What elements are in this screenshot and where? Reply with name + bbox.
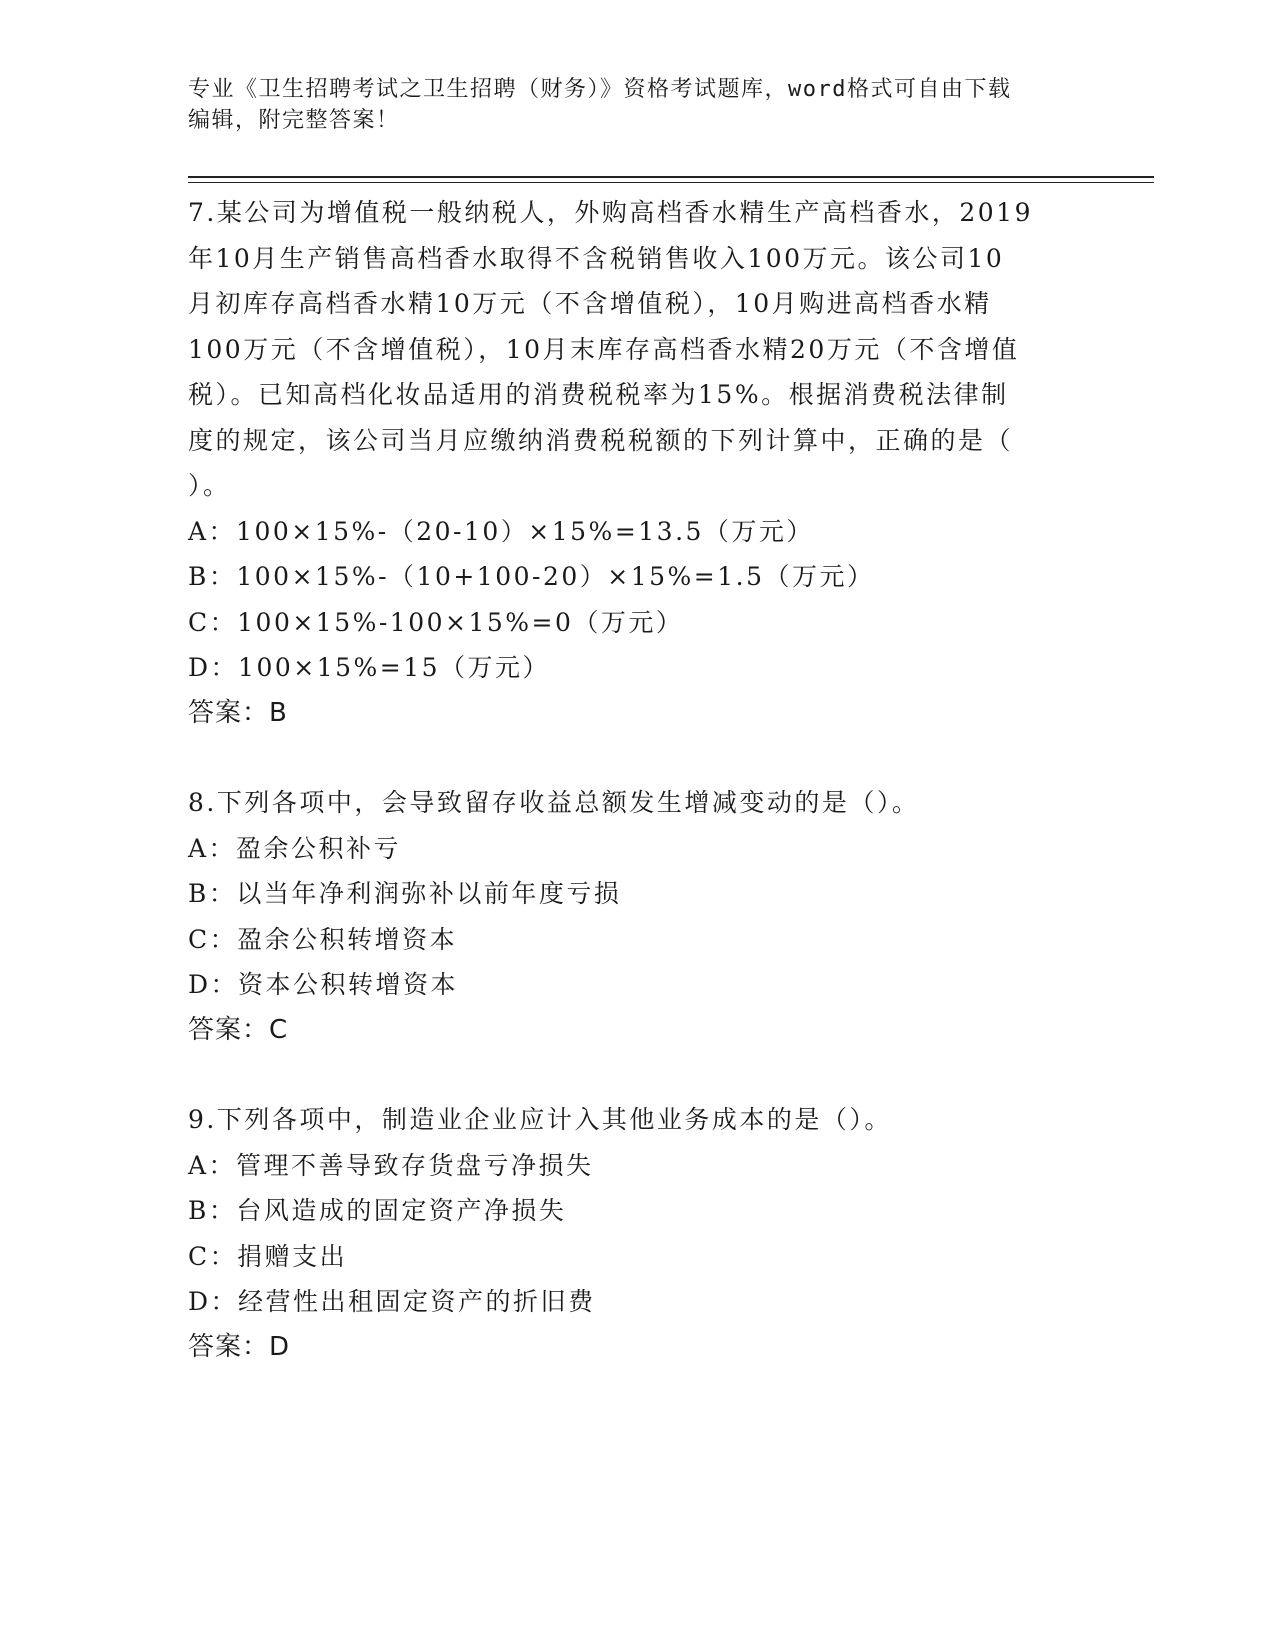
question-stem-line: 8.下列各项中，会导致留存收益总额发生增减变动的是（）。: [188, 788, 920, 817]
answer-line: 答案：B: [188, 697, 288, 728]
question-stem-line: 7.某公司为增值税一般纳税人，外购高档香水精生产高档香水，2019: [188, 198, 1033, 227]
option-a: A：管理不善导致存货盘亏净损失: [188, 1150, 594, 1180]
question-stem-line: 度的规定，该公司当月应缴纳消费税税额的下列计算中，正确的是（: [188, 425, 1014, 455]
question-stem-line: 月初库存高档香水精10万元（不含增值税），10月购进高档香水精: [188, 289, 992, 318]
question-stem-line: ）。: [188, 471, 231, 500]
option-d: D：资本公积转增资本: [188, 970, 459, 999]
question-7: [188, 190, 1088, 736]
header-divider-thin: [188, 182, 1154, 183]
option-d: D：100×15%=15（万元）: [188, 653, 551, 682]
option-c: C：盈余公积转增资本: [188, 924, 458, 954]
question-spacer: [188, 1053, 1088, 1097]
question-stem-line: 9.下列各项中，制造业企业应计入其他业务成本的是（）。: [188, 1105, 892, 1134]
question-list: [188, 190, 1088, 1370]
question-8: [188, 780, 1088, 1053]
option-b: B：100×15%-（10+100-20）×15%=1.5（万元）: [188, 562, 875, 591]
option-d: D：经营性出租固定资产的折旧费: [188, 1287, 596, 1316]
page-header: [188, 74, 1078, 136]
option-b: B：以当年净利润弥补以前年度亏损: [188, 879, 622, 908]
question-9: [188, 1097, 1088, 1370]
option-b: B：台风造成的固定资产净损失: [188, 1196, 567, 1225]
question-stem-line: 税）。已知高档化妆品适用的消费税税率为15%。根据消费税法律制: [188, 380, 1009, 409]
header-divider-thick: [188, 176, 1154, 178]
question-stem-line: 100万元（不含增值税），10月末库存高档香水精20万元（不含增值: [188, 334, 1020, 364]
option-a: A：100×15%-（20-10）×15%=13.5（万元）: [188, 516, 814, 546]
question-spacer: [188, 736, 1088, 780]
header-line-1: 专业《卫生招聘考试之卫生招聘（财务）》资格考试题库，word格式可自由下载: [188, 77, 1012, 102]
header-line-2: 编辑，附完整答案！: [188, 108, 400, 133]
answer-line: 答案：D: [188, 1331, 291, 1362]
option-c: C：100×15%-100×15%=0（万元）: [188, 607, 684, 637]
option-a: A：盈余公积补亏: [188, 833, 402, 863]
answer-line: 答案：C: [188, 1014, 289, 1045]
option-c: C：捐赠支出: [188, 1241, 348, 1271]
question-stem-line: 年10月生产销售高档香水取得不含税销售收入100万元。该公司10: [188, 243, 1005, 273]
